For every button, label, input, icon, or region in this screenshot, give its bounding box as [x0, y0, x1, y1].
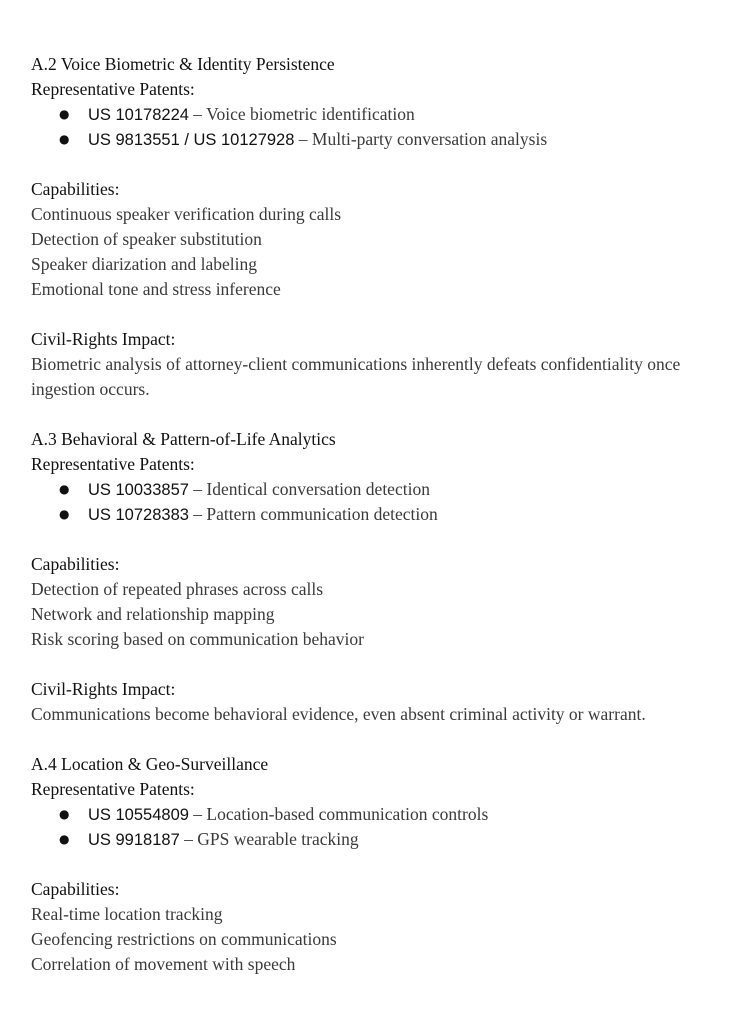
patent-number: US 10178224 [88, 106, 189, 124]
spacer [31, 652, 737, 677]
capabilities-label: Capabilities: [31, 179, 120, 199]
patent-number: US 10554809 [88, 806, 189, 824]
patent-description: Multi-party conversation analysis [311, 129, 548, 149]
patent-item [31, 102, 737, 127]
patent-item [31, 827, 737, 852]
spacer [31, 302, 737, 327]
patent-list [31, 477, 737, 527]
capability-item: Correlation of movement with speech [31, 954, 296, 974]
patent-description: Pattern communication detection [206, 504, 438, 524]
capability-item: Network and relationship mapping [31, 604, 275, 624]
section-heading: A.3 Behavioral & Pattern-of-Life Analytics [31, 429, 336, 449]
separator: – [188, 804, 207, 824]
patents-label: Representative Patents: [31, 79, 195, 99]
patent-description: GPS wearable tracking [197, 829, 359, 849]
bullet-icon: ● [59, 132, 70, 146]
separator: – [294, 129, 312, 149]
patent-item [31, 802, 737, 827]
spacer [31, 402, 737, 427]
patent-number: US 9918187 [88, 831, 180, 849]
bullet-icon: ● [59, 832, 70, 846]
separator: – [188, 479, 207, 499]
patent-number: US 10728383 [88, 506, 189, 524]
capability-item: Continuous speaker verification during calls [31, 204, 342, 224]
section-heading: A.4 Location & Geo-Surveillance [31, 754, 269, 774]
document-body [31, 52, 737, 977]
impact-label: Civil-Rights Impact: [31, 329, 176, 349]
impact-text: Biometric analysis of attorney-client communications inherently defeats confidentiality once ingestion occurs. [31, 354, 681, 399]
capability-item: Detection of speaker substitution [31, 229, 262, 249]
section-a2 [31, 52, 737, 427]
capability-item: Real-time location tracking [31, 904, 223, 924]
spacer [31, 852, 737, 877]
separator: – [179, 829, 198, 849]
patent-number: US 10033857 [88, 481, 189, 499]
patent-item [31, 502, 737, 527]
impact-label: Civil-Rights Impact: [31, 679, 176, 699]
spacer [31, 727, 737, 752]
capability-item: Geofencing restrictions on communications [31, 929, 337, 949]
patent-description: Location-based communication controls [206, 804, 489, 824]
separator: – [188, 104, 207, 124]
patent-item [31, 127, 737, 152]
patents-label: Representative Patents: [31, 779, 195, 799]
section-a3 [31, 427, 737, 752]
capability-item: Emotional tone and stress inference [31, 279, 281, 299]
patent-list [31, 102, 737, 152]
bullet-icon: ● [59, 807, 70, 821]
spacer [31, 152, 737, 177]
capabilities-label: Capabilities: [31, 554, 120, 574]
capability-item: Detection of repeated phrases across calls [31, 579, 324, 599]
separator: – [188, 504, 207, 524]
patent-description: Identical conversation detection [206, 479, 430, 499]
bullet-icon: ● [59, 107, 70, 121]
capability-item: Risk scoring based on communication behavior [31, 629, 364, 649]
patent-item [31, 477, 737, 502]
patent-list [31, 802, 737, 852]
bullet-icon: ● [59, 482, 70, 496]
patent-description: Voice biometric identification [206, 104, 415, 124]
section-a4 [31, 752, 737, 977]
capability-item: Speaker diarization and labeling [31, 254, 257, 274]
impact-text: Communications become behavioral evidence, even absent criminal activity or warrant. [31, 704, 646, 724]
capabilities-label: Capabilities: [31, 879, 120, 899]
bullet-icon: ● [59, 507, 70, 521]
patents-label: Representative Patents: [31, 454, 195, 474]
spacer [31, 527, 737, 552]
section-heading: A.2 Voice Biometric & Identity Persistence [31, 54, 335, 74]
patent-number: US 9813551 / US 10127928 [88, 131, 295, 149]
